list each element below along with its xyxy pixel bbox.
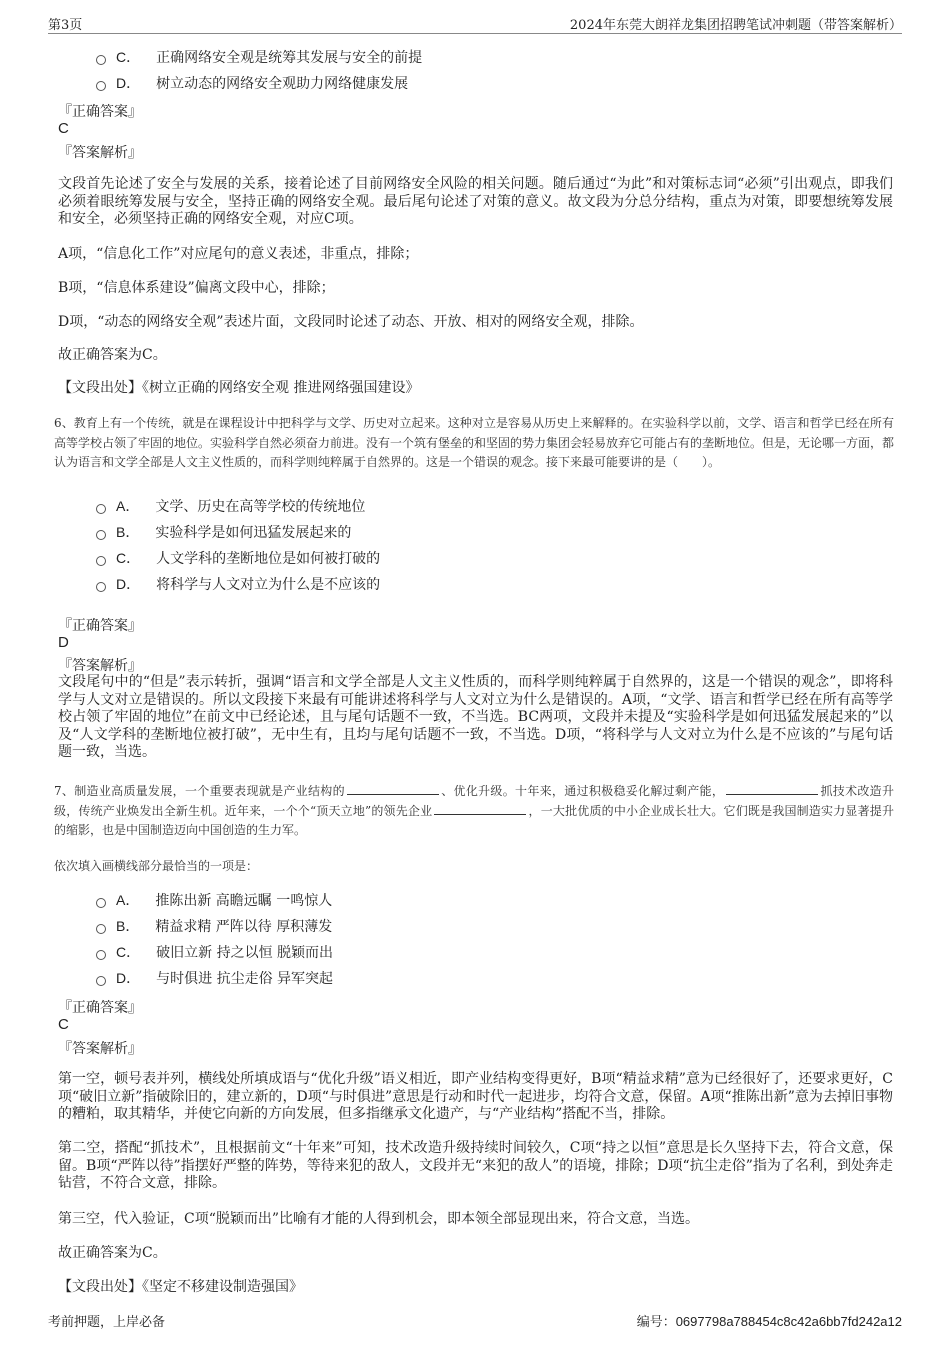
- radio-icon[interactable]: [96, 504, 106, 514]
- radio-icon[interactable]: [96, 924, 106, 934]
- radio-icon[interactable]: [96, 976, 106, 986]
- q5-source: 【文段出处】《树立正确的网络安全观 推进网络强国建设》: [58, 380, 420, 396]
- q5-option-c[interactable]: C． 正确网络安全观是统筹其发展与安全的前提: [96, 47, 422, 67]
- q7-option-c[interactable]: C． 破旧立新 持之以恒 脱颖而出: [96, 942, 333, 962]
- q7-option-d[interactable]: D． 与时俱进 抗尘走俗 异军突起: [96, 968, 333, 988]
- q7-option-b[interactable]: B． 精益求精 严阵以待 厚积薄发: [96, 916, 332, 936]
- analysis-label: 『答案解析』: [58, 658, 142, 674]
- q7-answer: C: [58, 1016, 69, 1033]
- q6-option-b[interactable]: B． 实验科学是如何迅猛发展起来的: [96, 522, 351, 542]
- page-number: 第3页: [48, 18, 83, 33]
- q7-stem: 7、制造业高质量发展，一个重要表现就是产业结构的 、优化升级。十年来，通过积极稳妥化解过剩产能， 抓技术改造升级，传统产业焕发出全新生机。近年来，一个个“顶天立地”的领先企业 ，一大批优质的中小企业成长壮大。它们既是我国制造实力显著提升的缩影，也是中国制造迈向中国创造的生力军。: [54, 784, 894, 837]
- radio-icon[interactable]: [96, 898, 106, 908]
- q7-analysis-blank2: 第二空，搭配“抓技术”，且根据前文“十年来”可知，技术改造升级持续时间较久，C项“持之以恒”意思是长久坚持下去，符合文意，保留。B项“严阵以待”指摆好严整的阵势，等待来犯的敌人，文段并无“来犯的敌人”的语境，排除；D项“抗尘走俗”指为了名利，到处奔走钻营，不符合文意，排除。: [58, 1140, 893, 1191]
- analysis-label: 『答案解析』: [58, 1041, 142, 1057]
- fill-blank-3[interactable]: [434, 802, 526, 815]
- correct-answer-label: 『正确答案』: [58, 104, 142, 120]
- q5-option-d[interactable]: D． 树立动态的网络安全观助力网络健康发展: [96, 73, 408, 93]
- q7-source: 【文段出处】《坚定不移建设制造强国》: [58, 1279, 303, 1295]
- q5-analysis-main: 文段首先论述了安全与发展的关系，接着论述了目前网络安全风险的相关问题。随后通过“为此”和对策标志词“必须”引出观点，即我们必须着眼统筹发展与安全，坚持正确的网络安全观。最后尾句论述了对策的意义。故文段为分总分结构，重点为对策，即要想统筹发展和安全，必须坚持正确的网络安全观，对应C项。: [58, 176, 893, 227]
- q7-analysis-blank1: 第一空，顿号表并列，横线处所填成语与“优化升级”语义相近，即产业结构变得更好，B项“精益求精”意为已经很好了，还要求更好，C项“破旧立新”指破除旧的，建立新的，D项“与时俱进”意思是行动和时代一起进步，均符合文意，保留。A项“推陈出新”意为去掉旧事物的糟粕，取其精华，并使它向新的方向发展，但多指继承文化遗产，与“产业结构”搭配不当，排除。: [58, 1071, 893, 1122]
- q5-analysis-b: B项，“信息体系建设”偏离文段中心，排除；: [58, 280, 335, 296]
- q6-option-d[interactable]: D． 将科学与人文对立为什么是不应该的: [96, 574, 380, 594]
- q6-analysis: 文段尾句中的“但是”表示转折，强调“语言和文学全部是人文主义性质的，而科学则纯粹属于自然界的，这是一个错误的观念”，即将科学与人文对立是错误的。所以文段接下来最有可能讲述将科学与人文对立为什么是错误的。A项，“文学、语言和哲学已经在所有高等学校占领了牢固的地位”在前文中已经论述，且与尾句话题不一致，不当选。BC两项，文段并未提及“实验科学是如何迅猛发展起来的”以及“人文学科的垄断地位被打破”，无中生有，且均与尾句话题不一致，不当选。D项，“将科学与人文对立为什么是不应该的”与尾句话题一致，当选。: [58, 674, 893, 760]
- fill-blank-1[interactable]: [347, 782, 439, 795]
- q5-analysis-a: A项，“信息化工作”对应尾句的意义表述，非重点，排除；: [58, 246, 419, 262]
- analysis-label: 『答案解析』: [58, 145, 142, 161]
- radio-icon[interactable]: [96, 81, 106, 91]
- q5-conclusion: 故正确答案为C。: [58, 347, 167, 363]
- q5-answer: C: [58, 120, 69, 137]
- header-divider: [48, 33, 902, 34]
- q5-analysis-d: D项，“动态的网络安全观”表述片面，文段同时论述了动态、开放、相对的网络安全观，排除。: [58, 314, 644, 330]
- radio-icon[interactable]: [96, 950, 106, 960]
- radio-icon[interactable]: [96, 556, 106, 566]
- q7-conclusion: 故正确答案为C。: [58, 1245, 167, 1261]
- q7-option-a[interactable]: A． 推陈出新 高瞻远瞩 一鸣惊人: [96, 890, 332, 910]
- radio-icon[interactable]: [96, 530, 106, 540]
- radio-icon[interactable]: [96, 582, 106, 592]
- radio-icon[interactable]: [96, 55, 106, 65]
- footer-slogan: 考前押题，上岸必备: [48, 1315, 166, 1330]
- footer-serial: 编号：0697798a788454c8c42a6bb7fd242a12: [636, 1314, 902, 1329]
- q6-option-c[interactable]: C． 人文学科的垄断地位是如何被打破的: [96, 548, 380, 568]
- correct-answer-label: 『正确答案』: [58, 618, 142, 634]
- q6-option-a[interactable]: A． 文学、历史在高等学校的传统地位: [96, 496, 365, 516]
- document-title: 2024年东莞大朗祥龙集团招聘笔试冲刺题（带答案解析）: [569, 18, 902, 33]
- correct-answer-label: 『正确答案』: [58, 1000, 142, 1016]
- q6-answer: D: [58, 634, 69, 651]
- fill-blank-2[interactable]: [726, 782, 818, 795]
- q7-analysis-blank3: 第三空，代入验证，C项“脱颖而出”比喻有才能的人得到机会，即本领全部显现出来，符合文意，当选。: [58, 1211, 700, 1227]
- q7-prompt: 依次填入画横线部分最恰当的一项是：: [54, 859, 259, 873]
- q6-stem: 6、教育上有一个传统，就是在课程设计中把科学与文学、历史对立起来。这种对立是容易从历史上来解释的。在实验科学以前，文学、语言和哲学已经在所有高等学校占领了牢固的地位。实验科学自然必须奋力前进。没有一个筑有堡垒的和坚固的势力集团会轻易放弃它可能占有的垄断地位。但是，无论哪一方面，都认为语言和文学全部是人文主义性质的，而科学则纯粹属于自然界的。这是一个错误的观念。接下来最可能要讲的是（ ）。: [54, 416, 895, 469]
